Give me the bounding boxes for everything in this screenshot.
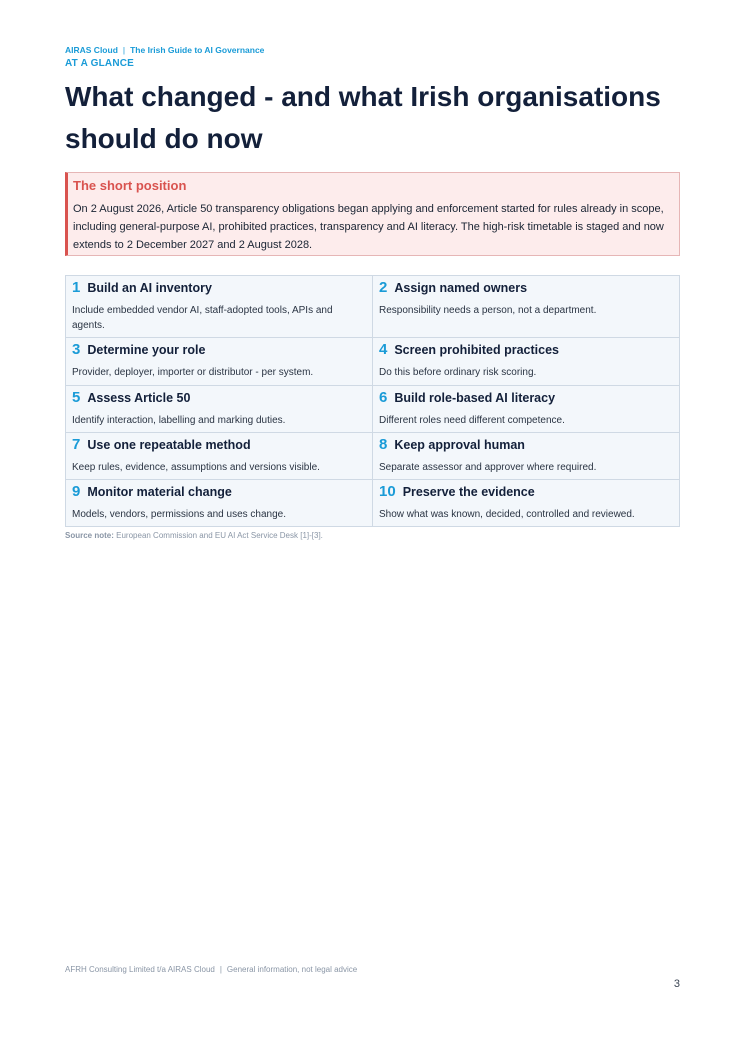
section-tag: AT A GLANCE [65, 58, 135, 69]
step-description: Keep rules, evidence, assumptions and versions visible. [72, 462, 320, 473]
step-title: Monitor material change [87, 485, 232, 499]
step-number: 7 [72, 436, 81, 453]
step-card [66, 276, 373, 338]
step-description: Do this before ordinary risk scoring. [379, 367, 537, 378]
document-page [65, 0, 680, 1053]
step-card [373, 433, 680, 480]
step-card [373, 338, 680, 386]
step-title: Build an AI inventory [87, 281, 212, 295]
step-card [373, 480, 680, 527]
step-description: Models, vendors, permissions and uses change. [72, 509, 287, 520]
step-title: Build role-based AI literacy [394, 391, 556, 405]
step-card [66, 433, 373, 480]
footer-separator: | [219, 965, 222, 974]
step-description: Different roles need different competence. [379, 415, 565, 426]
step-card [373, 276, 680, 338]
step-title: Keep approval human [394, 438, 525, 452]
step-description: Provider, deployer, importer or distributor - per system. [72, 367, 314, 378]
step-title: Determine your role [87, 343, 206, 357]
running-header [65, 45, 264, 55]
step-number: 4 [379, 341, 388, 358]
footer-company: AFRH Consulting Limited t/a AIRAS Cloud [65, 965, 215, 974]
step-title: Assign named owners [394, 281, 528, 295]
short-position-callout [65, 172, 680, 256]
step-number: 2 [379, 279, 388, 296]
step-title: Screen prohibited practices [394, 343, 559, 357]
callout-title: The short position [73, 178, 187, 193]
page-footer [65, 965, 357, 974]
step-description: Separate assessor and approver where required. [379, 462, 597, 473]
step-title: Use one repeatable method [87, 438, 251, 452]
step-number: 8 [379, 436, 388, 453]
step-description: Identify interaction, labelling and marking duties. [72, 415, 286, 426]
step-number: 5 [72, 389, 81, 406]
step-description: Show what was known, decided, controlled and reviewed. [379, 509, 635, 520]
step-card [66, 338, 373, 386]
step-number: 1 [72, 279, 81, 296]
step-card [66, 480, 373, 527]
steps-grid [65, 275, 680, 527]
step-description: Include embedded vendor AI, staff-adopted tools, APIs and agents. [72, 305, 333, 331]
step-title: Assess Article 50 [87, 391, 191, 405]
step-card [373, 386, 680, 433]
header-guide-title: The Irish Guide to AI Governance [130, 45, 265, 55]
step-number: 9 [72, 483, 81, 500]
header-separator: | [122, 45, 126, 55]
step-description: Responsibility needs a person, not a department. [379, 305, 597, 316]
source-note-text: European Commission and EU AI Act Service Desk [1]-[3]. [116, 531, 323, 540]
page-number: 3 [673, 978, 680, 990]
source-note [65, 531, 323, 540]
page-title: What changed - and what Irish organisations should do now [65, 81, 661, 154]
step-card [66, 386, 373, 433]
step-number: 10 [379, 483, 396, 500]
source-note-label: Source note: [65, 531, 114, 540]
step-title: Preserve the evidence [402, 485, 535, 499]
header-brand: AIRAS Cloud [65, 45, 118, 55]
footer-disclaimer: General information, not legal advice [226, 965, 358, 974]
callout-body: On 2 August 2026, Article 50 transparency obligations began applying and enforcement started for rules already in scope, including general-purpose AI, prohibited practices, transparency and AI literacy. The high-risk timetable is staged and now extends to 2 December 2027 and 2 August 2028. [73, 203, 664, 251]
step-number: 3 [72, 341, 81, 358]
step-number: 6 [379, 389, 388, 406]
